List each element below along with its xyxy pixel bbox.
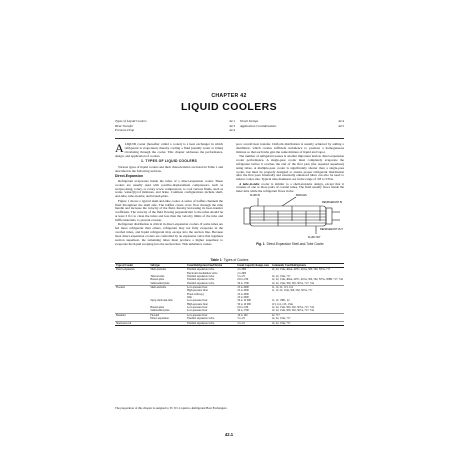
table-cell: Semiwelded plate [150,309,170,313]
drop-cap: A [115,140,124,155]
table-cell: 10 to 100 [236,313,270,317]
table-cell: Low-pressure float [186,313,236,317]
table-cell: Low-pressure float [186,309,208,313]
callout-refrigerant-out: REFRIGERANT OUT [320,228,343,231]
table-cell: High-pressure float [186,302,208,306]
intro-paragraph: ALIQUID cooler (hereafter called a cooler) is a heat exchanger in which refrigerant is evaporated, thereby cooling a fluid (usually water or brine) circulating through the cooler. This chapter addresses the performance, design, and application of coolers. [115,140,223,158]
table-cell: High-pressure float [186,289,208,293]
column-header: Subtype [149,264,186,268]
footnote: The preparation of this chapter is assigned to TC 8.5, Liquid-to-Refrigerant Heat Exchangers. [115,406,228,410]
table-cell: 50 to 1700 [237,309,249,313]
table-cell: 12, 22, 134a, 404A, 407C, 410A, 500, 502, 507A, 508B, 717, 744 [271,278,343,282]
paragraph: poor overall heat transfer. Uniform distribution is usually achieved by adding a distributor, which creates sufficient turbulence to promote a homogeneous mixture so that each tube gets the same mixture of liquid and vapor. [236,142,344,154]
table-cell: 50 to 1700 [237,281,249,285]
toc-left [115,119,235,133]
table-cell: Thermal expansion valve [186,268,215,272]
chapter-label: CHAPTER 42 [211,93,247,99]
chapter-title: LIQUID COOLERS [180,101,278,113]
table-cell: 12, 22, 134a, 500, 502, 507A, 717, 744 [271,281,314,285]
table-cell: Semiwelded plate [150,281,170,285]
table-cell: 11, 12, 22, 134a, 500, 502, 507A, 717 [271,289,313,293]
table-cell: Weir [186,296,193,300]
paragraph: A tube-in-tube cooler is similar to a shell-and-tube design, except that it consists of one or more pairs of coaxial tubes. The fluid usually flows inside the inner tube while the refrigerant flows in the [236,181,344,194]
toc-entry[interactable]: Vessel Design 42.4 [240,119,344,123]
paragraph: Various types of liquid coolers and their characteristics are listed in Table 1 and described in the following sections. [115,164,223,173]
table-cell: 0.6 to 180 [237,306,249,310]
table-cell: Electronic modulation valve [186,271,218,275]
table-cell: Low-pressure float [186,286,236,290]
table-cell: 12, 22, 134a, 500, 502, 507A, 717, 744 [271,306,314,310]
table-cell: 25 to 2000 [236,286,270,290]
table-cell: Brazed-plate [150,278,165,282]
table-cell: Direct-expansion [150,317,169,321]
coolers-table [115,263,344,326]
table-cell: 12, 22, 134a, 404A, 407C, 410A, 500, 502, 507A, 717 [271,268,331,272]
toc-entry[interactable]: Application Considerations 42.5 [240,123,344,128]
section-heading: 1. TYPES OF LIQUID COOLERS [141,159,197,164]
table-cell: 12, 22, 134a, 500, 502, 507A, 717, 744 [271,309,314,313]
toc-entry[interactable]: Heat Transfer 42.3 [115,123,235,128]
table-cell: Shell-and-tube [150,268,167,272]
callout-baffles: BAFFLES [296,194,307,197]
table-cell: 12, 22, 134a, 717 [271,317,291,321]
table-cell: Thermal expansion valve [186,321,236,325]
table-cell: 5 to 25 [237,317,245,321]
divider [115,138,344,139]
callout-fluid-in: FLUID IN [250,194,260,197]
table-cell: 2 to 800 [237,271,247,275]
page-number: 42.1 [224,432,234,437]
table-cell: Thermal expansion valve [186,317,215,321]
column-header: Commonly Used Refrigerants [271,264,344,268]
table-cell: 25 to 2000 [237,292,249,296]
toc-entry[interactable]: Types of Liquid Coolers 42.1 [115,119,235,123]
table-cell [149,321,186,325]
table-cell: Flooded [149,313,186,317]
table-caption: Table 1 Types of Coolers [210,258,249,262]
table-cell: 12, 22, 134a, 717 [271,321,344,325]
table-cell: Brazed-plate [150,306,165,310]
column-header: Usual Capacity Range, tons [237,264,269,267]
paragraph: Figure 1 shows a typical shell-and-tube cooler. A series of baffles channels the fluid throughout the shell side. The baffles create cross flow through the tube bundle and increase the velocity of the fluid, thereby increasing its heat-transfer coefficient. The velocity of the fluid flowing perpendicular to the tubes should be at least 2 ft/s to clean the tubes and less than the velocity limits of the tube and baffle materials, to prevent erosion. [115,198,223,222]
column-header: Usual Refrigerant Feed Device [186,264,236,268]
toc-entry[interactable]: Pressure Drop 42.4 [115,128,235,133]
table-cell: 5 to 25 [237,275,245,279]
table-cell: 2 to 10 [236,321,270,325]
table-cell: Shell-and-coil [115,321,149,325]
table-cell: 0.6 to 180 [237,278,249,282]
table-cell: 25 to 2000 [237,296,249,300]
table-row [115,321,344,325]
paragraph: The number of refrigerant passes is another important item in direct-expansion cooler performance. A single-pass cooler must completely evaporate the refrigerant before it reaches the end of the first pass (the required superheat) using tubes. A multiple-pass cooler is significantly shorter than a single-pass cooler, but must be properly designed to ensure proper refrigerant distribution after the first pass. Internally and externally enhanced tubes can also be used to reduce cooler size. Typical tube diameters are in the range of 3/8 to 5/8 in. [236,154,344,182]
table-cell: 12, 22, 134a, 717 [271,275,291,279]
table-cell: Fixed orifice(s) [186,292,204,296]
table-cell: Low-pressure float [186,299,208,303]
table-cell: Flooded [115,286,149,290]
table-cell: Thermal expansion valve [186,281,215,285]
figure-caption: Fig. 1 Direct-Expansion Shell-and-Tube Cooler [256,242,324,246]
paragraph: Refrigerant distribution is critical in direct-expansion coolers. If some tubes are fed more refrigerant than others, refrigerant may not fully evaporate in the overfed tubes, and liquid refrigerant may escape into the suction line. Because most direct-expansion coolers are controlled by an expansion valve that regulates suction superheat, the remaining tubes must produce a higher superheat to evaporate the liquid escaping into the suction line. This unbalance causes [115,222,223,246]
table-cell: 11, 12, 13B1, 22 [271,299,290,303]
table-cell: Thermal expansion valve [186,278,215,282]
table-cell: 113, 114, 123, 134a [271,302,293,306]
table-body [115,268,344,326]
toc-right [240,119,344,128]
table-cell: 50 to 10 000 [237,302,251,306]
table-cell: 25 to 2000 [237,289,249,293]
callout-fluid-out: FLUID OUT [308,236,321,239]
table-cell: Tube-in-tube [150,275,165,279]
table-cell: Thermal expansion valve [186,275,215,279]
table-cell: Spray shell-and-tube [150,299,173,303]
table-cell: 11, 12, 22, 113, 114 [271,286,344,290]
table-cell: Low-pressure float [186,306,208,310]
cooler-figure [236,190,344,240]
paragraph: Refrigerant evaporates inside the tubes of a direct-expansion cooler. These coolers are usually used with positive-displacement compressors, such as reciprocating, rotary, or rotary screw compressors, to cool various fluids, such as water, water/glycol mixtures, and brine. Common configurations include shell-and-tube, tube-in-tube, and brazed-plate. [115,178,223,199]
table-cell: Shell-and-tube [149,286,186,290]
table-cell: Direct-expansion [116,268,135,272]
callout-refrigerant-in: REFRIGERANT IN [322,201,343,204]
subsection-heading: Direct-Expansion [115,174,143,179]
table-cell: 22, 717 [271,313,344,317]
table-cell: Baudelot [115,313,149,317]
table-cell: 50 to 10 000 [237,299,251,303]
text-column-left [115,140,223,247]
text-column-right [236,143,344,195]
table-cell: 2 to 800 [237,268,247,272]
column-header: Type of Cooler [115,264,149,268]
